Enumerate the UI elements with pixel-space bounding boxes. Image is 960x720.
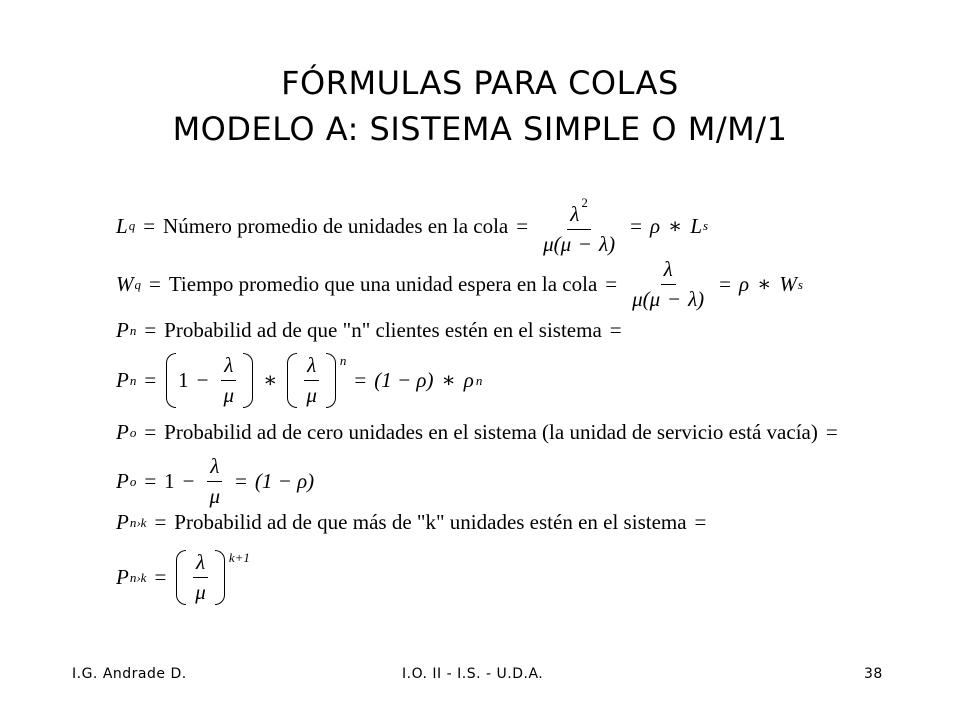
one-minus-rho: (1 − ρ) xyxy=(374,368,434,392)
mu-symbol: μ xyxy=(223,383,235,407)
po-description: Probabilid ad de cero unidades en el sistema (la unidad de servicio está vacía) xyxy=(164,420,818,444)
formula-pn-expression xyxy=(116,353,482,408)
formula-pnk-expression xyxy=(116,550,250,605)
lambda-symbol: λ xyxy=(210,454,220,478)
formula-lq xyxy=(116,195,708,257)
lambda-symbol: λ xyxy=(570,202,580,226)
page-number: 38 xyxy=(864,666,883,682)
number-one: 1 xyxy=(164,469,175,493)
subscript-nk: n›k xyxy=(129,514,147,530)
equals-sign: = xyxy=(609,318,622,342)
minus-sign: − xyxy=(196,368,209,392)
subscript-s: s xyxy=(797,276,803,292)
denominator-close: λ) xyxy=(688,287,705,311)
exponent-n: n xyxy=(339,353,347,368)
times-sign: ∗ xyxy=(668,213,683,238)
minus-sign: − xyxy=(579,232,592,256)
equals-sign: = xyxy=(149,272,161,296)
exponent: 2 xyxy=(581,195,588,210)
subscript-nk: n›k xyxy=(129,569,147,585)
title-line-2: MODELO A: SISTEMA SIMPLE O M/M/1 xyxy=(172,110,788,148)
one-minus-rho: (1 − ρ) xyxy=(254,469,315,493)
formula-block xyxy=(116,0,960,720)
symbol-W: W xyxy=(779,272,797,296)
rho-symbol: ρ xyxy=(463,368,474,392)
fraction xyxy=(540,195,618,257)
symbol-P: P xyxy=(116,318,129,342)
formula-po-expression xyxy=(116,454,314,509)
minus-sign: − xyxy=(668,287,681,311)
pnk-description: Probabilid ad de que más de "k" unidades estén en el sistema xyxy=(174,510,687,534)
equals-sign: = xyxy=(144,318,157,342)
fraction xyxy=(303,353,320,408)
parenthesis-group xyxy=(166,353,253,408)
parenthesis-group xyxy=(287,353,336,408)
subscript-o: o xyxy=(129,473,137,489)
parenthesis-group xyxy=(176,550,225,605)
equals-sign: = xyxy=(825,420,838,444)
title-line-1: FÓRMULAS PARA COLAS xyxy=(281,64,679,102)
subscript-o: o xyxy=(129,424,137,440)
mu-symbol: μ xyxy=(306,383,317,407)
lambda-symbol: λ xyxy=(307,353,317,377)
symbol-L: L xyxy=(690,213,703,238)
formula-pnk-definition xyxy=(116,510,714,535)
denominator-open: μ(μ xyxy=(632,287,661,311)
footer-author: I.G. Andrade D. xyxy=(72,666,187,682)
lambda-symbol: λ xyxy=(663,257,673,281)
mu-symbol: μ xyxy=(195,580,206,604)
symbol-L: L xyxy=(116,213,128,238)
subscript-n: n xyxy=(129,322,137,338)
equals-sign: = xyxy=(354,368,367,392)
number-one: 1 xyxy=(178,368,189,392)
subscript-n: n xyxy=(129,372,137,388)
symbol-P: P xyxy=(116,469,129,493)
equals-sign: = xyxy=(154,510,167,534)
fraction xyxy=(192,550,209,605)
rho-symbol: ρ xyxy=(739,272,750,296)
equals-sign: = xyxy=(235,469,247,493)
equals-sign: = xyxy=(630,213,642,238)
times-sign: ∗ xyxy=(757,272,772,296)
symbol-P: P xyxy=(116,368,129,392)
subscript-q: q xyxy=(134,276,141,292)
lambda-symbol: λ xyxy=(196,550,206,574)
times-sign: ∗ xyxy=(441,368,456,392)
fraction xyxy=(221,353,238,408)
exponent-n: n xyxy=(475,372,483,388)
formula-pn-definition xyxy=(116,318,630,343)
equals-sign: = xyxy=(144,420,157,444)
denominator-close: λ) xyxy=(599,232,616,256)
times-sign: ∗ xyxy=(263,368,278,392)
equals-sign: = xyxy=(694,510,707,534)
pn-description: Probabilid ad de que "n" clientes estén en el sistema xyxy=(164,318,602,342)
minus-sign: − xyxy=(182,469,195,493)
equals-sign: = xyxy=(154,565,167,589)
equals-sign: = xyxy=(719,272,731,296)
subscript-q: q xyxy=(128,218,136,233)
equals-sign: = xyxy=(144,368,157,392)
lq-description: Número promedio de unidades en la cola xyxy=(163,213,509,238)
formula-wq xyxy=(116,257,803,312)
exponent-k-plus-1: k+1 xyxy=(228,550,250,565)
equals-sign: = xyxy=(144,469,157,493)
equals-sign: = xyxy=(516,213,529,238)
rho-symbol: ρ xyxy=(649,213,661,238)
equals-sign: = xyxy=(143,213,156,238)
symbol-W: W xyxy=(116,272,134,296)
formula-po-definition xyxy=(116,420,846,445)
footer-course: I.O. II - I.S. - U.D.A. xyxy=(402,666,544,682)
symbol-P: P xyxy=(116,420,129,444)
wq-description: Tiempo promedio que una unidad espera en la cola xyxy=(168,272,598,296)
fraction xyxy=(207,454,224,509)
symbol-P: P xyxy=(116,565,129,589)
lambda-symbol: λ xyxy=(224,353,234,377)
equals-sign: = xyxy=(605,272,618,296)
mu-symbol: μ xyxy=(209,484,221,508)
denominator-open: μ(μ xyxy=(543,232,572,256)
symbol-P: P xyxy=(116,510,129,534)
fraction xyxy=(629,257,707,312)
subscript-s: s xyxy=(703,218,709,233)
